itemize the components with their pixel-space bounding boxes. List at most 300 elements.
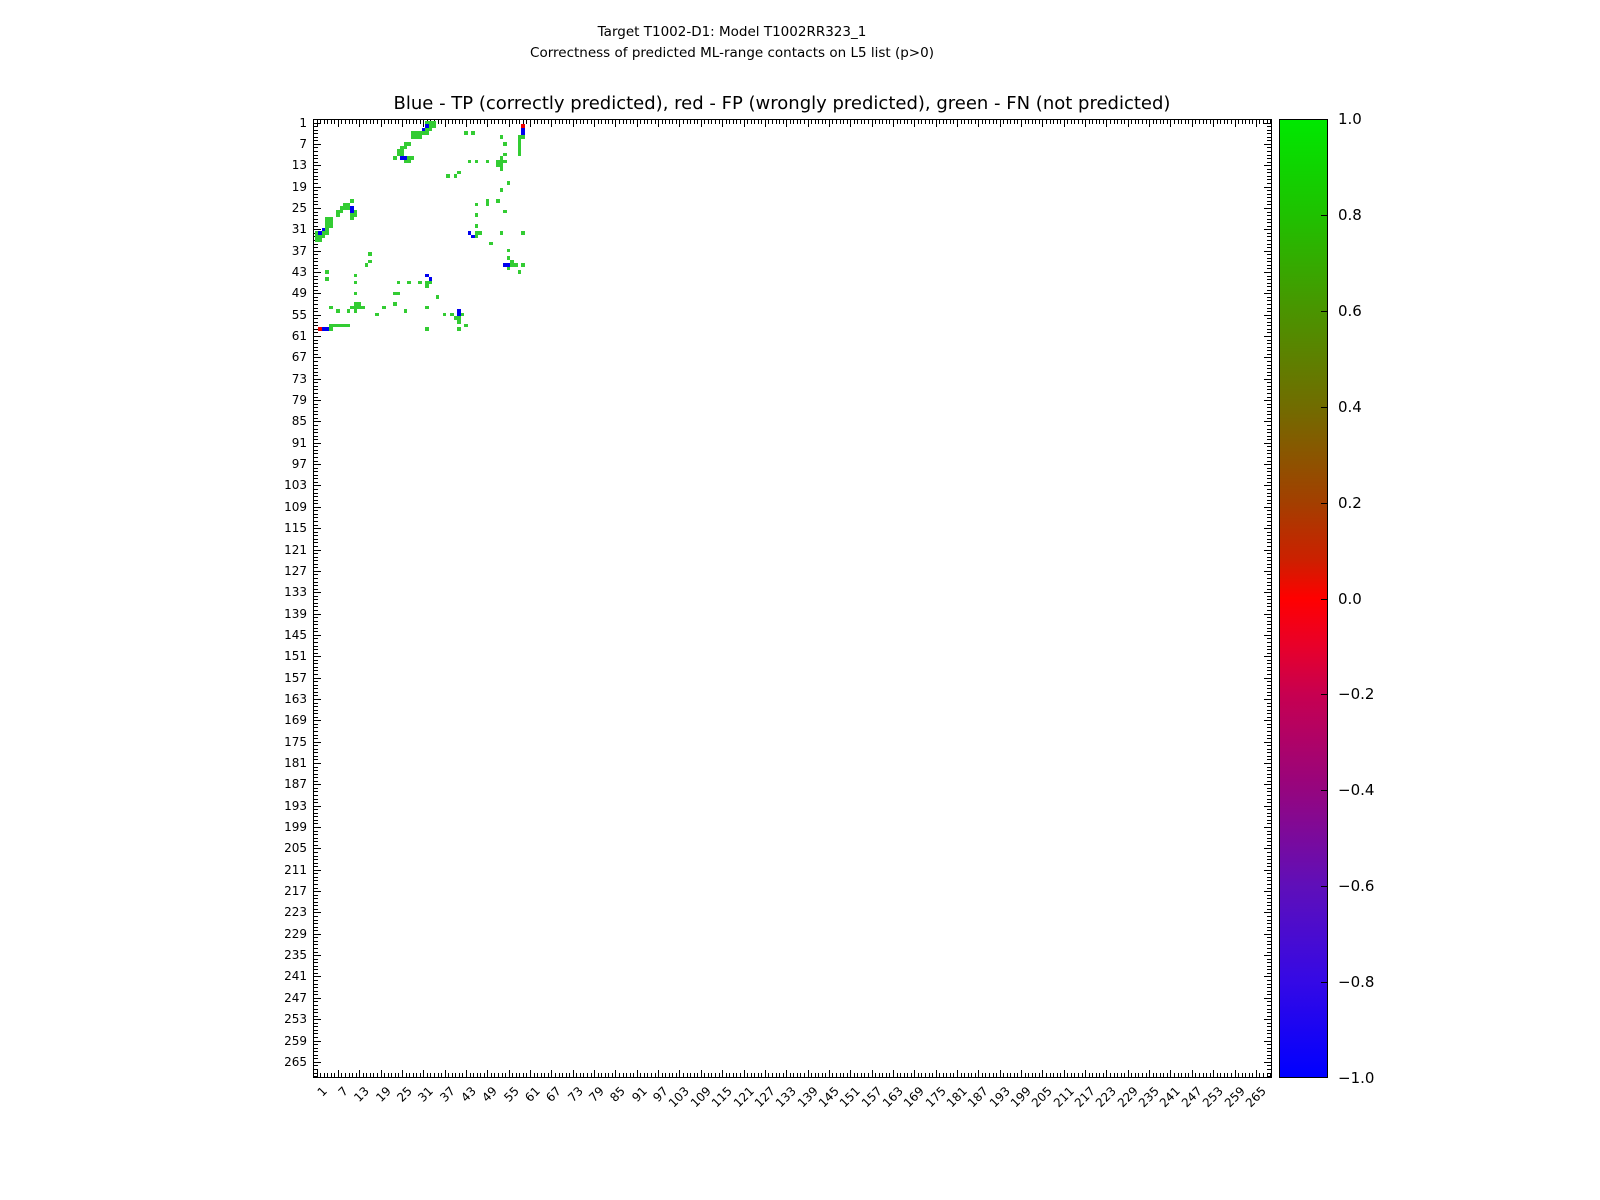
axis-tick xyxy=(314,546,318,547)
axis-tick xyxy=(314,1016,318,1017)
axis-tick xyxy=(647,120,648,124)
contact-cell xyxy=(393,156,397,160)
axis-tick xyxy=(314,870,321,871)
axes-title: Blue - TP (correctly predicted), red - FP (wrongly predicted), green - FN (not predicted) xyxy=(393,93,1171,114)
axis-tick xyxy=(314,823,318,824)
axis-tick xyxy=(1267,212,1271,213)
axis-tick xyxy=(314,254,318,255)
axis-tick xyxy=(1267,681,1271,682)
contact-cell xyxy=(318,327,322,331)
contact-cell xyxy=(325,327,329,331)
axis-tick xyxy=(314,368,318,369)
axis-tick xyxy=(655,120,656,124)
x-tick-label: 97 xyxy=(650,1084,672,1105)
axis-tick xyxy=(1264,763,1271,764)
axis-tick xyxy=(1321,215,1327,216)
axis-tick xyxy=(1060,120,1061,124)
axis-tick xyxy=(314,1062,321,1063)
axis-tick xyxy=(448,1073,449,1077)
axis-tick xyxy=(1321,599,1327,600)
axis-tick xyxy=(1064,1070,1065,1077)
axis-tick xyxy=(591,1073,592,1077)
x-tick-label: 181 xyxy=(943,1084,970,1111)
x-tick-label: 145 xyxy=(815,1084,842,1111)
axis-tick xyxy=(314,816,318,817)
contact-cell xyxy=(354,274,358,278)
axis-tick xyxy=(381,120,382,127)
axis-tick xyxy=(882,1073,883,1077)
axis-tick xyxy=(314,976,321,977)
axis-tick xyxy=(1267,578,1271,579)
x-tick-label: 37 xyxy=(436,1084,458,1105)
axis-tick xyxy=(314,1073,318,1074)
axis-tick xyxy=(1264,144,1271,145)
axis-tick xyxy=(1259,1073,1260,1077)
axis-tick xyxy=(423,1070,424,1077)
axis-tick xyxy=(1117,120,1118,124)
axis-tick xyxy=(1267,304,1271,305)
axis-tick xyxy=(658,1070,659,1077)
axis-tick xyxy=(1267,610,1271,611)
axis-tick xyxy=(1264,507,1271,508)
axis-tick xyxy=(1264,571,1271,572)
axis-tick xyxy=(1267,140,1271,141)
axis-tick xyxy=(1263,1073,1264,1077)
axis-tick xyxy=(776,120,777,124)
axis-tick xyxy=(416,120,417,124)
axis-tick xyxy=(864,1073,865,1077)
axis-tick xyxy=(314,521,318,522)
axis-tick xyxy=(314,774,318,775)
axis-tick xyxy=(1321,694,1327,695)
axis-tick xyxy=(314,1026,318,1027)
contact-cell xyxy=(322,228,326,232)
axis-tick xyxy=(334,120,335,124)
axis-tick xyxy=(559,1073,560,1077)
axis-tick xyxy=(1206,1073,1207,1077)
axis-tick xyxy=(314,130,318,131)
axis-tick xyxy=(1267,653,1271,654)
axis-tick xyxy=(605,1073,606,1077)
axis-tick xyxy=(747,120,748,124)
axis-tick xyxy=(1267,927,1271,928)
axis-tick xyxy=(494,1073,495,1077)
axis-tick xyxy=(1267,596,1271,597)
axis-tick xyxy=(1267,429,1271,430)
axis-tick xyxy=(1242,1073,1243,1077)
axis-tick xyxy=(1267,1026,1271,1027)
axis-tick xyxy=(1267,389,1271,390)
axis-tick xyxy=(1267,642,1271,643)
axis-tick xyxy=(768,1073,769,1077)
axis-tick xyxy=(1267,923,1271,924)
axis-tick xyxy=(516,120,517,124)
axis-tick xyxy=(1267,1065,1271,1066)
axis-tick xyxy=(314,557,318,558)
axis-tick xyxy=(314,187,321,188)
axis-tick xyxy=(459,1073,460,1077)
colorbar-tick-label: −0.6 xyxy=(1338,877,1375,896)
axis-tick xyxy=(314,813,318,814)
axis-tick xyxy=(314,208,321,209)
axis-tick xyxy=(1267,756,1271,757)
axis-tick xyxy=(1267,126,1271,127)
axis-tick xyxy=(804,1073,805,1077)
axis-tick xyxy=(377,120,378,124)
axis-tick xyxy=(1267,471,1271,472)
axis-tick xyxy=(430,1073,431,1077)
axis-tick xyxy=(1138,1073,1139,1077)
axis-tick xyxy=(1067,1073,1068,1077)
x-tick-label: 13 xyxy=(351,1084,373,1105)
axis-tick xyxy=(1267,745,1271,746)
axis-tick xyxy=(637,1070,638,1077)
axis-tick xyxy=(1170,1070,1171,1077)
axis-tick xyxy=(363,1073,364,1077)
axis-tick xyxy=(314,941,318,942)
axis-tick xyxy=(477,1073,478,1077)
axis-tick xyxy=(1003,120,1004,124)
axis-tick xyxy=(601,120,602,124)
axis-tick xyxy=(1267,233,1271,234)
axis-tick xyxy=(314,1051,318,1052)
axis-tick xyxy=(1267,525,1271,526)
axis-tick xyxy=(957,1070,958,1077)
axis-tick xyxy=(761,120,762,124)
axis-tick xyxy=(314,542,318,543)
axis-tick xyxy=(1267,517,1271,518)
axis-tick xyxy=(1267,866,1271,867)
axis-tick xyxy=(1264,293,1271,294)
axis-tick xyxy=(314,411,318,412)
axis-tick xyxy=(438,1073,439,1077)
axis-tick xyxy=(314,873,318,874)
axis-tick xyxy=(975,120,976,124)
contact-cell xyxy=(429,281,433,285)
axis-tick xyxy=(327,120,328,124)
axis-tick xyxy=(314,126,318,127)
axis-tick xyxy=(758,120,759,124)
axis-tick xyxy=(314,212,318,213)
contact-cell xyxy=(354,309,358,313)
contact-cell xyxy=(475,224,479,228)
axis-tick xyxy=(502,1073,503,1077)
y-tick-label: 13 xyxy=(291,158,307,173)
axis-tick xyxy=(314,357,321,358)
contact-cell xyxy=(446,174,450,178)
axis-tick xyxy=(314,133,318,134)
axis-tick xyxy=(314,510,318,511)
axis-tick xyxy=(1267,770,1271,771)
axis-tick xyxy=(665,1073,666,1077)
axis-tick xyxy=(1014,1073,1015,1077)
axis-tick xyxy=(1267,1048,1271,1049)
x-tick-label: 163 xyxy=(879,1084,906,1111)
axis-tick xyxy=(314,660,318,661)
axis-tick xyxy=(800,1073,801,1077)
axis-tick xyxy=(1124,1073,1125,1077)
axis-tick xyxy=(1267,567,1271,568)
axis-tick xyxy=(925,1073,926,1077)
axis-tick xyxy=(314,592,321,593)
axis-tick xyxy=(907,1073,908,1077)
axis-tick xyxy=(1032,1073,1033,1077)
axis-tick xyxy=(900,120,901,124)
axis-tick xyxy=(548,120,549,124)
colorbar-tick-label: −0.2 xyxy=(1338,685,1375,704)
axis-tick xyxy=(1267,749,1271,750)
axis-tick xyxy=(1267,311,1271,312)
contact-cell xyxy=(340,210,344,214)
axis-tick xyxy=(1267,475,1271,476)
axis-tick xyxy=(502,120,503,124)
axis-tick xyxy=(314,969,318,970)
axis-tick xyxy=(1156,120,1157,124)
axis-tick xyxy=(314,1076,318,1077)
axis-tick xyxy=(314,1048,318,1049)
axis-tick xyxy=(1039,1073,1040,1077)
axis-tick xyxy=(345,1073,346,1077)
axis-tick xyxy=(1267,158,1271,159)
axis-tick xyxy=(921,120,922,124)
axis-tick xyxy=(573,120,574,127)
axis-tick xyxy=(314,183,318,184)
axis-tick xyxy=(637,120,638,127)
axis-tick xyxy=(1267,510,1271,511)
axis-tick xyxy=(747,1073,748,1077)
axis-tick xyxy=(1267,535,1271,536)
axis-tick xyxy=(1206,120,1207,124)
axis-tick xyxy=(1321,790,1327,791)
axis-tick xyxy=(352,1073,353,1077)
axis-tick xyxy=(314,880,318,881)
axis-tick xyxy=(1267,1005,1271,1006)
axis-tick xyxy=(1217,1073,1218,1077)
axis-tick xyxy=(314,770,318,771)
y-tick-label: 157 xyxy=(284,670,307,685)
axis-tick xyxy=(1267,404,1271,405)
axis-tick xyxy=(861,1073,862,1077)
axis-tick xyxy=(644,1073,645,1077)
axis-tick xyxy=(314,261,318,262)
axis-tick xyxy=(1267,1016,1271,1017)
axis-tick xyxy=(936,1070,937,1077)
axis-tick xyxy=(996,120,997,124)
axis-tick xyxy=(779,1073,780,1077)
axis-tick xyxy=(1267,308,1271,309)
plot-area xyxy=(313,119,1272,1078)
axis-tick xyxy=(420,120,421,124)
axis-tick xyxy=(818,120,819,124)
axis-tick xyxy=(1174,120,1175,124)
axis-tick xyxy=(1114,1073,1115,1077)
axis-tick xyxy=(314,806,321,807)
contact-cell xyxy=(489,242,493,246)
axis-tick xyxy=(957,120,958,127)
contact-cell xyxy=(429,277,433,281)
axis-tick xyxy=(1267,276,1271,277)
x-tick-label: 175 xyxy=(922,1084,949,1111)
contact-cell xyxy=(464,324,468,328)
axis-tick xyxy=(314,653,318,654)
axis-tick xyxy=(314,706,318,707)
axis-tick xyxy=(1267,283,1271,284)
y-tick-label: 181 xyxy=(284,755,307,770)
axis-tick xyxy=(1220,120,1221,124)
axis-tick xyxy=(1267,670,1271,671)
axis-tick xyxy=(662,120,663,124)
axis-tick xyxy=(1267,194,1271,195)
axis-tick xyxy=(1267,838,1271,839)
axis-tick xyxy=(314,912,321,913)
axis-tick xyxy=(630,120,631,124)
axis-tick xyxy=(314,471,318,472)
axis-tick xyxy=(1264,464,1271,465)
axis-tick xyxy=(1267,386,1271,387)
axis-tick xyxy=(783,120,784,124)
axis-tick xyxy=(726,1073,727,1077)
axis-tick xyxy=(929,120,930,124)
axis-tick xyxy=(968,120,969,124)
axis-tick xyxy=(961,120,962,124)
axis-tick xyxy=(1267,799,1271,800)
axis-tick xyxy=(406,120,407,124)
axis-tick xyxy=(314,517,318,518)
axis-tick xyxy=(879,1073,880,1077)
axis-tick xyxy=(1025,1073,1026,1077)
axis-tick xyxy=(825,120,826,124)
axis-tick xyxy=(1267,781,1271,782)
axis-tick xyxy=(1267,500,1271,501)
y-tick-label: 133 xyxy=(284,585,307,600)
axis-tick xyxy=(1264,315,1271,316)
contact-cell xyxy=(521,131,525,135)
axis-tick xyxy=(1267,856,1271,857)
axis-tick xyxy=(1267,265,1271,266)
y-tick-label: 67 xyxy=(291,350,307,365)
axis-tick xyxy=(850,120,851,127)
axis-tick xyxy=(314,322,318,323)
axis-tick xyxy=(740,1073,741,1077)
axis-tick xyxy=(1267,297,1271,298)
x-tick-label: 85 xyxy=(607,1084,629,1105)
axis-tick xyxy=(314,1033,318,1034)
axis-tick xyxy=(1267,987,1271,988)
axis-tick xyxy=(1267,841,1271,842)
axis-tick xyxy=(314,1019,321,1020)
axis-tick xyxy=(314,286,318,287)
axis-tick xyxy=(1227,1073,1228,1077)
axis-tick xyxy=(1267,478,1271,479)
axis-tick xyxy=(314,453,318,454)
axis-tick xyxy=(772,1073,773,1077)
axis-tick xyxy=(1249,1073,1250,1077)
y-tick-label: 241 xyxy=(284,969,307,984)
axis-tick xyxy=(314,827,321,828)
axis-tick xyxy=(1264,1062,1271,1063)
contact-cell xyxy=(475,203,479,207)
axis-tick xyxy=(1014,120,1015,124)
axis-tick xyxy=(1071,1073,1072,1077)
axis-tick xyxy=(1264,720,1271,721)
axis-tick xyxy=(1267,201,1271,202)
axis-tick xyxy=(854,120,855,124)
axis-tick xyxy=(505,1073,506,1077)
axis-tick xyxy=(314,898,318,899)
axis-tick xyxy=(1267,329,1271,330)
axis-tick xyxy=(1267,621,1271,622)
axis-tick xyxy=(314,841,318,842)
axis-tick xyxy=(314,389,318,390)
axis-tick xyxy=(868,120,869,124)
axis-tick xyxy=(946,120,947,124)
axis-tick xyxy=(1082,120,1083,124)
axis-tick xyxy=(484,120,485,124)
axis-tick xyxy=(1264,272,1271,273)
axis-tick xyxy=(1267,727,1271,728)
x-tick-label: 199 xyxy=(1007,1084,1034,1111)
axis-tick xyxy=(1267,663,1271,664)
axis-tick xyxy=(658,120,659,127)
axis-tick xyxy=(314,646,318,647)
axis-tick xyxy=(314,738,318,739)
axis-tick xyxy=(314,550,321,551)
axis-tick xyxy=(314,642,318,643)
axis-tick xyxy=(1264,592,1271,593)
axis-tick xyxy=(314,763,321,764)
axis-tick xyxy=(580,120,581,124)
axis-tick xyxy=(1131,120,1132,124)
axis-tick xyxy=(314,297,318,298)
axis-tick xyxy=(939,120,940,124)
axis-tick xyxy=(314,464,321,465)
axis-tick xyxy=(498,120,499,124)
axis-tick xyxy=(314,713,318,714)
axis-tick xyxy=(989,120,990,124)
axis-tick xyxy=(1263,120,1264,124)
axis-tick xyxy=(676,120,677,124)
axis-tick xyxy=(434,1073,435,1077)
axis-tick xyxy=(1267,557,1271,558)
axis-tick xyxy=(314,140,318,141)
axis-tick xyxy=(1267,244,1271,245)
axis-tick xyxy=(1227,120,1228,124)
axis-tick xyxy=(314,496,318,497)
contact-cell xyxy=(457,313,461,317)
axis-tick xyxy=(1267,606,1271,607)
axis-tick xyxy=(314,1041,321,1042)
axis-tick xyxy=(946,1073,947,1077)
axis-tick xyxy=(793,1073,794,1077)
axis-tick xyxy=(477,120,478,124)
axis-tick xyxy=(1195,120,1196,124)
axis-tick xyxy=(1185,1073,1186,1077)
axis-tick xyxy=(388,120,389,124)
axis-tick xyxy=(314,834,318,835)
axis-tick xyxy=(704,120,705,124)
axis-tick xyxy=(1267,133,1271,134)
axis-tick xyxy=(470,1073,471,1077)
axis-tick xyxy=(314,582,318,583)
axis-tick xyxy=(314,838,318,839)
axis-tick xyxy=(1267,788,1271,789)
axis-tick xyxy=(1267,834,1271,835)
y-tick-label: 235 xyxy=(284,948,307,963)
axis-tick xyxy=(736,1073,737,1077)
axis-tick xyxy=(1267,432,1271,433)
axis-tick xyxy=(1267,542,1271,543)
contact-cell xyxy=(514,263,518,267)
